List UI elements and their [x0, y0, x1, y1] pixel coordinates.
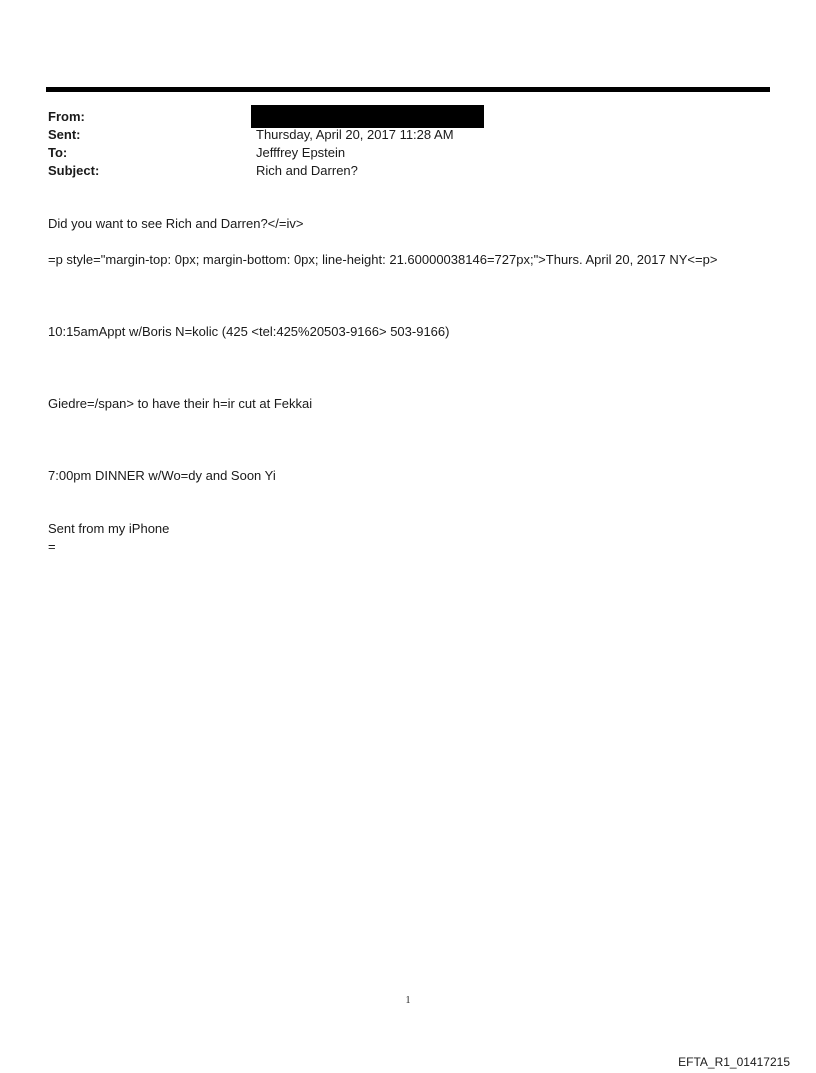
- trailing-line: =: [48, 539, 56, 554]
- to-label: To:: [48, 145, 68, 160]
- redaction-block: [251, 105, 484, 128]
- page-number: 1: [405, 995, 411, 1006]
- body-line-4: Giedre=/span> to have their h=ir cut at Fekkai: [48, 396, 313, 411]
- body-line-5: 7:00pm DINNER w/Wo=dy and Soon Yi: [48, 468, 276, 483]
- body-line-3: 10:15amAppt w/Boris N=kolic (425 <tel:425%20503-9166> 503-9166): [48, 324, 450, 339]
- subject-label: Subject:: [48, 163, 100, 178]
- signature-line: Sent from my iPhone: [48, 521, 170, 536]
- body-line-2: =p style="margin-top: 0px; margin-bottom: 0px; line-height: 21.60000038146=727px;">Thurs. April 20, 2017 NY<=p>: [48, 252, 718, 267]
- sent-label: Sent:: [48, 127, 81, 142]
- to-value: Jefffrey Epstein: [256, 145, 346, 160]
- from-label: From:: [48, 109, 85, 124]
- header-divider: [46, 87, 770, 92]
- body-line-1: Did you want to see Rich and Darren?</=iv>: [48, 216, 304, 231]
- document-id: EFTA_R1_01417215: [678, 1055, 790, 1069]
- sent-value: Thursday, April 20, 2017 11:28 AM: [256, 127, 454, 142]
- subject-value: Rich and Darren?: [256, 163, 358, 178]
